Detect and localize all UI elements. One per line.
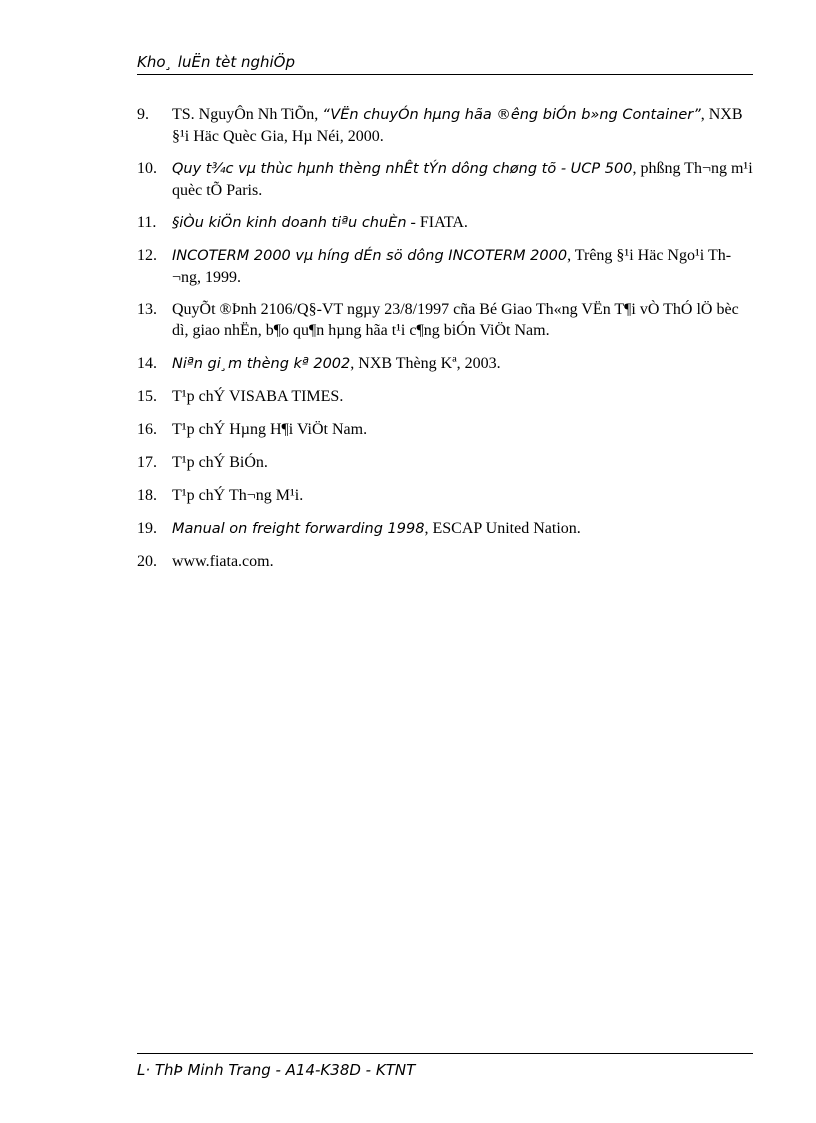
reference-list: [137, 104, 753, 584]
reference-item: [137, 518, 753, 540]
reference-number: 9.: [137, 106, 149, 123]
reference-number: 17.: [137, 454, 157, 471]
reference-item: [137, 104, 753, 147]
reference-number: 13.: [137, 301, 157, 318]
reference-text: §iÒu kiÖn kinh doanh tiªu chuÈn - FIATA.: [172, 214, 468, 231]
reference-item: [137, 452, 753, 474]
reference-text: T¹p chÝ VISABA TIMES.: [172, 388, 344, 405]
reference-title: §iÒu kiÖn kinh doanh tiªu chuÈn: [172, 215, 407, 231]
reference-title: Niªn gi¸m thèng kª 2002: [172, 356, 351, 372]
reference-title: Manual on freight forwarding 1998: [172, 521, 425, 537]
reference-item: [137, 485, 753, 507]
reference-item: [137, 551, 753, 573]
reference-text: T¹p chÝ BiÓn.: [172, 454, 268, 471]
reference-number: 10.: [137, 160, 157, 177]
reference-item: [137, 212, 753, 234]
reference-number: 14.: [137, 355, 157, 372]
page-footer: [137, 1053, 753, 1080]
reference-number: 18.: [137, 487, 157, 504]
reference-title: “VËn chuyÓn hµng hãa ®êng biÓn b»ng Container”: [322, 107, 701, 123]
reference-item: [137, 353, 753, 375]
reference-text: Niªn gi¸m thèng kª 2002, NXB Thèng Kª, 2003.: [172, 355, 501, 372]
reference-item: [137, 419, 753, 441]
reference-title: INCOTERM 2000 vµ híng dÉn sö dông INCOTERM 2000: [172, 248, 568, 264]
reference-number: 20.: [137, 553, 157, 570]
reference-item: [137, 386, 753, 408]
reference-text: T¹p chÝ Hµng H¶i ViÖt Nam.: [172, 421, 368, 438]
reference-number: 11.: [137, 214, 157, 231]
reference-text: Manual on freight forwarding 1998, ESCAP United Nation.: [172, 520, 581, 537]
reference-item: [137, 245, 753, 288]
reference-item: [137, 158, 753, 201]
reference-text: www.fiata.com.: [172, 553, 274, 570]
header-title: Kho¸ luËn tèt nghiÖp: [137, 53, 296, 71]
reference-text: QuyÕt ®Þnh 2106/Q§-VT ngµy 23/8/1997 cña Bé Giao Th«ng VËn T¶i vÒ ThÓ lÖ bèc dì, giao nhËn, b¶o qu¶n hµng hãa t¹i c¶ng biÓn ViÖt Nam.: [172, 301, 739, 339]
page-header: [137, 52, 753, 75]
reference-text: T¹p chÝ Th¬ng M¹i.: [172, 487, 304, 504]
reference-text: TS. NguyÔn Nh TiÕn, “VËn chuyÓn hµng hãa ®êng biÓn b»ng Container”, NXB §¹i Häc Quèc Gia, Hµ Néi, 2000.: [172, 106, 743, 145]
reference-title: Quy t¾c vµ thùc hµnh thèng nhÊt tÝn dông chøng tõ - UCP 500: [172, 161, 633, 177]
reference-number: 12.: [137, 247, 157, 264]
reference-number: 16.: [137, 421, 157, 438]
reference-item: [137, 299, 753, 342]
footer-author: L· ThÞ Minh Trang - A14-K38D - KTNT: [137, 1061, 416, 1079]
reference-text: Quy t¾c vµ thùc hµnh thèng nhÊt tÝn dông chøng tõ - UCP 500, phßng Th¬ng m¹i quèc tÕ Paris.: [172, 160, 753, 199]
reference-text: INCOTERM 2000 vµ híng dÉn sö dông INCOTERM 2000, Trêng §¹i Häc Ngo¹i Th¬ng, 1999.: [172, 247, 732, 286]
reference-number: 15.: [137, 388, 157, 405]
reference-number: 19.: [137, 520, 157, 537]
